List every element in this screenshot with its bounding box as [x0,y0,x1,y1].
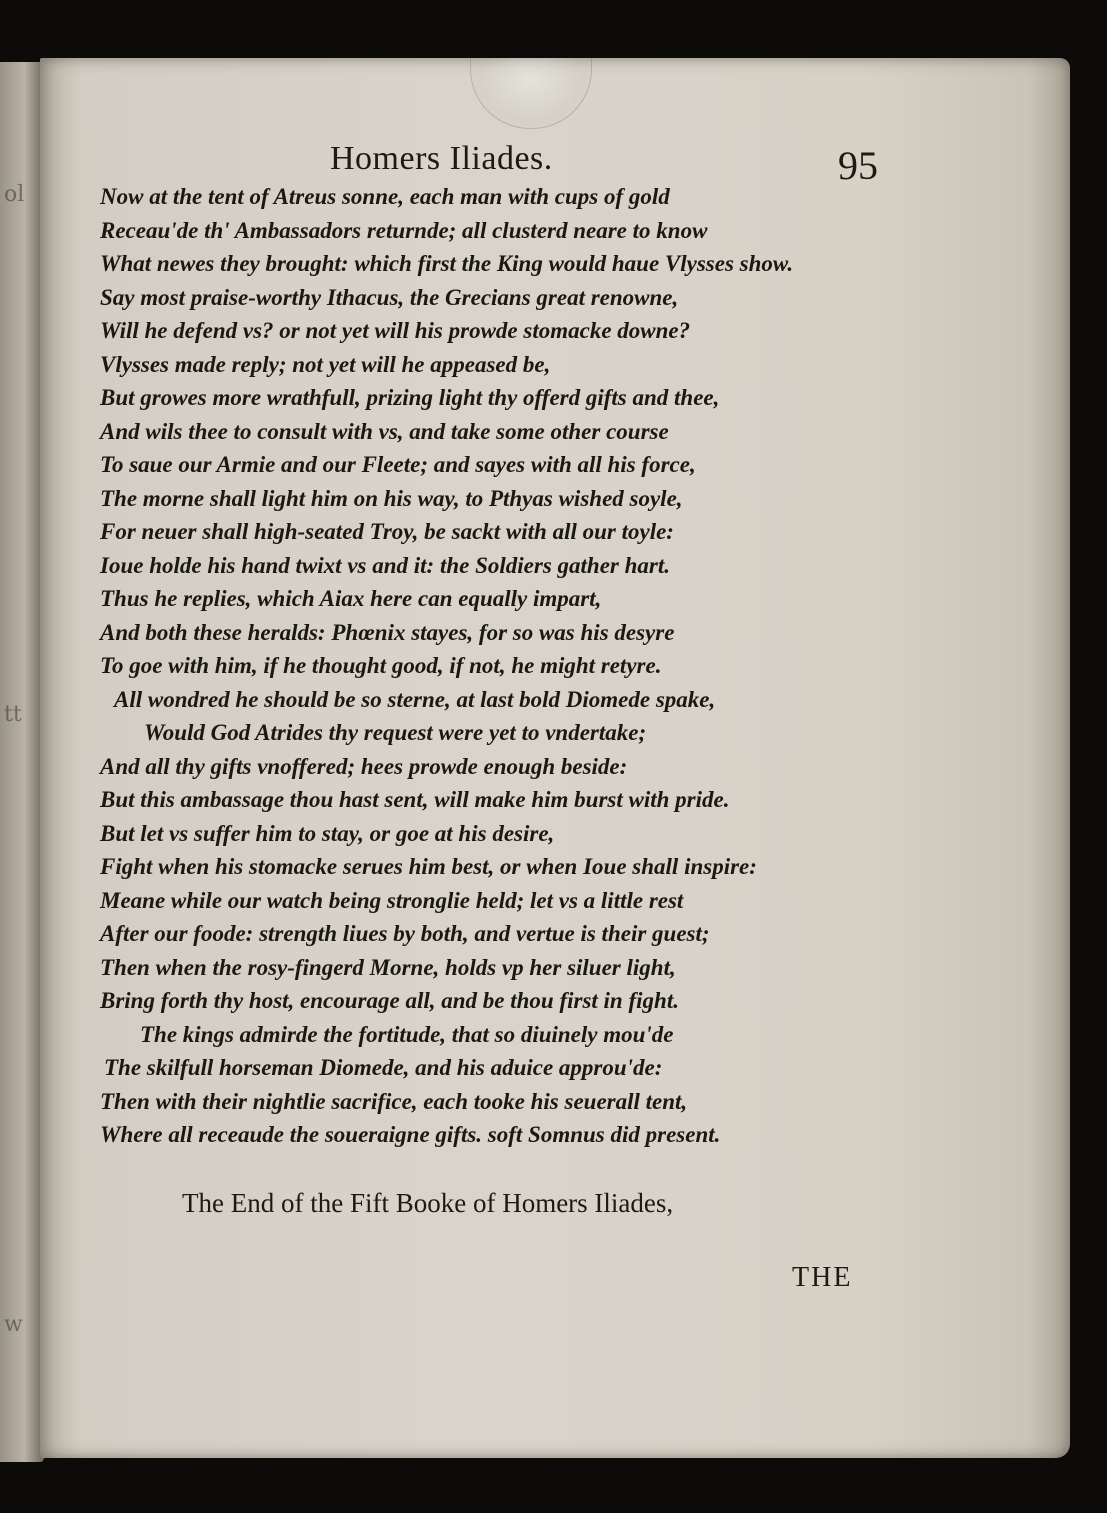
verse-line: The morne shall light him on his way, to Pthyas wished soyle, [100,485,683,511]
verse-line: Vlysses made reply; not yet will he appeased be, [100,351,551,377]
verse-line: Thus he replies, which Aiax here can equally impart, [100,586,602,611]
facing-page-fragment: ol [4,182,25,207]
verse-line: Where all receaude the soueraigne gifts. soft Somnus did present. [100,1122,721,1147]
verse-line: To saue our Armie and our Fleete; and sayes with all his force, [100,452,696,477]
verse-line: And all thy gifts vnoffered; hees prowde enough beside: [100,753,628,779]
verse-line: All wondred he should be so sterne, at last bold Diomede spake, [114,686,716,712]
running-title: Homers Iliades. [330,140,553,177]
facing-page-fragment: w [4,1312,23,1337]
verse-line: Then when the rosy-fingerd Morne, holds vp her siluer light, [100,954,676,980]
verse-line: And both these heralds: Phœnix stayes, for so was his desyre [100,619,675,645]
book-end-colophon: The End of the Fift Booke of Homers Iliades, [182,1188,674,1218]
verse-line: Meane while our watch being stronglie held; let vs a little rest [100,887,684,913]
verse-line: Say most praise-worthy Ithacus, the Grecians great renowne, [100,284,679,310]
verse-line: Fight when his stomacke serues him best, or when Ioue shall inspire: [100,854,757,879]
verse-line: The skilfull horseman Diomede, and his aduice approu'de: [104,1055,663,1080]
verse-line: The kings admirde the fortitude, that so diuinely mou'de [140,1021,674,1047]
verse-line: Then with their nightlie sacrifice, each tooke his seuerall tent, [100,1088,688,1114]
page-number: 95 [838,143,878,188]
verse-line: And wils thee to consult with vs, and take some other course [100,418,669,444]
verse-line: But this ambassage thou hast sent, will make him burst with pride. [100,787,730,812]
verse-line: For neuer shall high-seated Troy, be sackt with all our toyle: [100,519,674,544]
facing-page-edge [0,62,44,1462]
verse-line: Would God Atrides thy request were yet to vndertake; [144,720,647,745]
catchword: THE [792,1262,853,1293]
verse-line: But let vs suffer him to stay, or goe at his desire, [100,820,555,846]
verse-line: What newes they brought: which first the King would haue Vlysses show. [100,251,794,276]
verse-line: Bring forth thy host, encourage all, and be thou first in fight. [100,988,679,1013]
verse-line: To goe with him, if he thought good, if not, he might retyre. [100,653,662,678]
verse-line: Will he defend vs? or not yet will his prowde stomacke downe? [100,318,691,343]
verse-line: But growes more wrathfull, prizing light thy offerd gifts and thee, [100,385,720,410]
verse-line: After our foode: strength liues by both, and vertue is their guest; [100,921,710,946]
verse-line: Now at the tent of Atreus sonne, each man with cups of gold [100,184,670,209]
verse-line: Receau'de th' Ambassadors returnde; all clusterd neare to know [100,217,708,243]
verse-block [100,180,890,1152]
verse-line: Ioue holde his hand twixt vs and it: the Soldiers gather hart. [100,552,671,578]
facing-page-fragment: tt [4,702,22,727]
